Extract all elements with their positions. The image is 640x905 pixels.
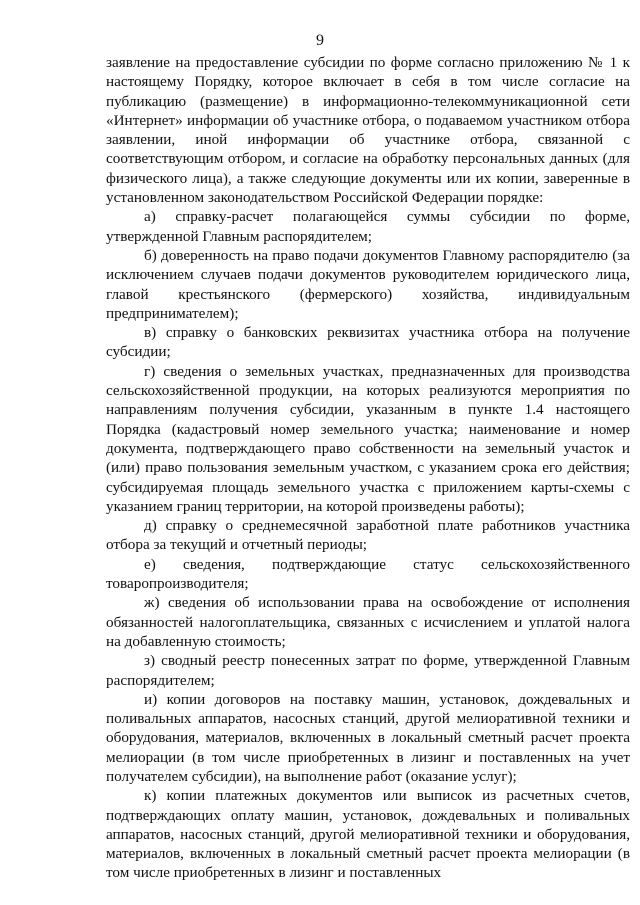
list-item-v: в) справку о банковских реквизитах участника отбора на получение субсидии; bbox=[106, 324, 630, 361]
list-item-k: к) копии платежных документов или выписок из расчетных счетов, подтверждающих оплату машин, установок, дождевальных и поливальных аппаратов, насосных станций, другой мелиоративной техники и оборудования, материалов, включенных в локальный сметный расчет проекта мелиорации (в том числе приобретенных в лизинг и поставленных bbox=[106, 787, 630, 882]
page-number: 9 bbox=[316, 32, 324, 49]
list-item-zh: ж) сведения об использовании права на освобождение от исполнения обязанностей налогоплательщика, связанных с исчислением и уплатой налога на добавленную стоимость; bbox=[106, 594, 630, 650]
list-item-d: д) справку о среднемесячной заработной плате работников участника отбора за текущий и отчетный периоды; bbox=[106, 517, 630, 554]
document-body bbox=[106, 53, 630, 883]
list-item-b: б) доверенность на право подачи документов Главному распорядителю (за исключением случаев подачи документов руководителем юридического лица, главой крестьянского (фермерского) хозяйства, индивидуальным предпринимателем); bbox=[106, 246, 630, 322]
lead-paragraph: заявление на предоставление субсидии по форме согласно приложению № 1 к настоящему Порядку, которое включает в себя в том числе согласие на публикацию (размещение) в информационно-телекоммуникационной сети «Интернет» информации об участнике отбора, о подаваемом участником отбора заявлении, иной информации об участнике отбора, связанной с соответствующим отбором, и согласие на обработку персональных данных (для физического лица), а также следующие документы или их копии, заверенные в установленном законодательством Российской Федерации порядке: bbox=[106, 54, 630, 207]
list-item-g: г) сведения о земельных участках, предназначенных для производства сельскохозяйственной продукции, на которых реализуются мероприятия по направлениям получения субсидии, указанным в пункте 1.4 настоящего Порядка (кадастровый номер земельного участка; наименование и номер документа, подтверждающего право собственности на земельный участок и (или) право пользования земельным участком, с указанием срока его действия; субсидируемая площадь земельного участка с приложением карты-схемы с указанием границ территории, на которой произведены работы); bbox=[106, 362, 630, 515]
list-item-i: и) копии договоров на поставку машин, установок, дождевальных и поливальных аппаратов, насосных станций, другой мелиоративной техники и оборудования, материалов, включенных в локальный сметный расчет проекта мелиорации (в том числе приобретенных в лизинг и поставленных на учет получателем субсидии), на выполнение работ (оказание услуг); bbox=[106, 690, 630, 785]
list-item-z: з) сводный реестр понесенных затрат по форме, утвержденной Главным распорядителем; bbox=[106, 652, 630, 689]
list-item-a: а) справку-расчет полагающейся суммы субсидии по форме, утвержденной Главным распорядителем; bbox=[106, 208, 630, 245]
list-item-e: е) сведения, подтверждающие статус сельскохозяйственного товаропроизводителя; bbox=[106, 555, 630, 593]
